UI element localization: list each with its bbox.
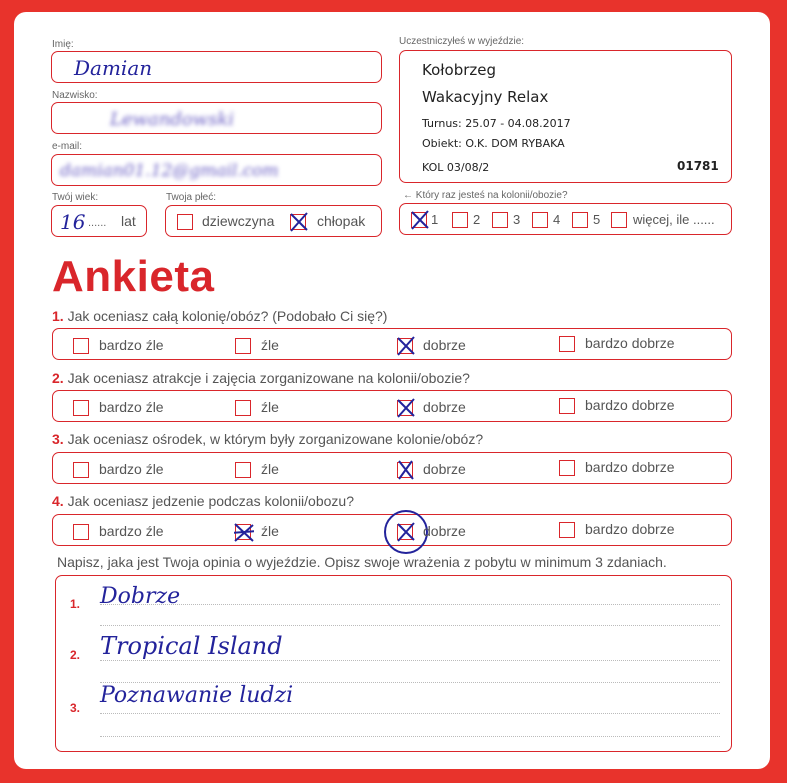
visits-3-checkbox[interactable] — [492, 212, 508, 228]
visits-1-checkbox[interactable] — [411, 212, 427, 228]
opinion-answer-2: Tropical Island — [100, 632, 283, 660]
crossed-out-icon — [234, 522, 254, 542]
visits-2-label: 2 — [473, 212, 481, 227]
question-2 — [52, 370, 470, 386]
q2-bardzo-zle-checkbox[interactable] — [73, 400, 89, 416]
q3-bardzo-dobrze-checkbox[interactable] — [559, 460, 575, 476]
check-x-icon — [289, 212, 309, 232]
q4-bardzo-zle-checkbox[interactable] — [73, 524, 89, 540]
trip-city: Kołobrzeg — [422, 61, 497, 79]
question-4 — [52, 493, 354, 509]
visits-more-label: więcej, ile ...... — [633, 212, 715, 227]
writing-line — [100, 625, 720, 626]
opinion-number-1: 1. — [70, 597, 81, 611]
gender-female-checkbox[interactable] — [177, 214, 193, 230]
q3-dobrze-checkbox[interactable] — [397, 462, 413, 478]
opinion-prompt: Napisz, jaka jest Twoja opinia o wyjeździe. Opisz swoje wrażenia z pobytu w minimum 3 zdaniach. — [57, 554, 667, 570]
question-2-text: Jak oceniasz atrakcje i zajęcia zorganizowane na kolonii/obozie? — [67, 370, 470, 386]
check-x-icon — [396, 522, 416, 542]
opinion-answer-3: Poznawanie ludzi — [100, 683, 294, 708]
q4-dobrze-label: dobrze — [423, 523, 466, 539]
email-label: e-mail: — [52, 141, 83, 152]
trip-obiekt: Obiekt: O.K. DOM RYBAKA — [422, 137, 565, 150]
visits-5-checkbox[interactable] — [572, 212, 588, 228]
question-1 — [52, 308, 387, 324]
age-dots: ...... — [88, 217, 107, 229]
question-2-options — [52, 390, 732, 422]
visits-label: ← Który raz jesteś na kolonii/obozie? — [403, 190, 568, 201]
trip-number: 01781 — [677, 159, 719, 173]
check-x-icon — [410, 210, 430, 230]
q3-zle-checkbox[interactable] — [235, 462, 251, 478]
q4-bardzo-dobrze-checkbox[interactable] — [559, 522, 575, 538]
age-label: Twój wiek: — [52, 192, 99, 203]
email-value: damian01.12@gmail.com — [60, 161, 279, 181]
check-x-icon — [396, 336, 416, 356]
trip-label: Uczestniczyłeś w wyjeździe: — [399, 36, 525, 47]
visits-more-checkbox[interactable] — [611, 212, 627, 228]
q1-bardzo-dobrze-label: bardzo dobrze — [585, 335, 675, 351]
q3-bardzo-zle-checkbox[interactable] — [73, 462, 89, 478]
q4-dobrze-checkbox[interactable] — [397, 524, 413, 540]
survey-title: Ankieta — [52, 252, 215, 301]
question-4-number: 4. — [52, 493, 64, 509]
gender-male-label: chłopak — [317, 213, 366, 229]
q1-bardzo-zle-label: bardzo źle — [99, 337, 164, 353]
visits-3-label: 3 — [513, 212, 521, 227]
question-1-text: Jak oceniasz całą kolonię/obóz? (Podobało Ci się?) — [67, 308, 388, 324]
email-field[interactable] — [51, 154, 382, 186]
q2-dobrze-label: dobrze — [423, 399, 466, 415]
age-field[interactable] — [51, 205, 147, 237]
q1-zle-checkbox[interactable] — [235, 338, 251, 354]
q2-bardzo-dobrze-label: bardzo dobrze — [585, 397, 675, 413]
visits-label-text: Który raz jesteś na kolonii/obozie? — [415, 190, 568, 201]
name-field[interactable] — [51, 51, 382, 83]
surname-label: Nazwisko: — [52, 90, 98, 101]
question-3 — [52, 431, 483, 447]
surname-value: Lewandowski — [110, 109, 235, 130]
writing-line — [100, 660, 720, 661]
gender-female-label: dziewczyna — [202, 213, 275, 229]
trip-info-box — [399, 50, 732, 183]
gender-male-checkbox[interactable] — [290, 214, 306, 230]
trip-code: KOL 03/08/2 — [422, 161, 490, 174]
q2-bardzo-zle-label: bardzo źle — [99, 399, 164, 415]
name-label: Imię: — [52, 39, 74, 50]
q3-bardzo-dobrze-label: bardzo dobrze — [585, 459, 675, 475]
q2-zle-checkbox[interactable] — [235, 400, 251, 416]
visits-2-checkbox[interactable] — [452, 212, 468, 228]
q3-zle-label: źle — [261, 461, 279, 477]
writing-line — [100, 713, 720, 714]
visits-field — [399, 203, 732, 235]
q4-bardzo-dobrze-label: bardzo dobrze — [585, 521, 675, 537]
trip-turnus: Turnus: 25.07 - 04.08.2017 — [422, 117, 571, 130]
q4-bardzo-zle-label: bardzo źle — [99, 523, 164, 539]
age-value: 16 — [60, 210, 86, 234]
question-3-options — [52, 452, 732, 484]
q1-zle-label: źle — [261, 337, 279, 353]
q1-dobrze-label: dobrze — [423, 337, 466, 353]
q1-bardzo-dobrze-checkbox[interactable] — [559, 336, 575, 352]
name-value: Damian — [74, 56, 153, 80]
trip-name: Wakacyjny Relax — [422, 88, 549, 106]
question-1-options — [52, 328, 732, 360]
q2-bardzo-dobrze-checkbox[interactable] — [559, 398, 575, 414]
question-3-number: 3. — [52, 431, 64, 447]
q1-dobrze-checkbox[interactable] — [397, 338, 413, 354]
visits-4-label: 4 — [553, 212, 561, 227]
opinion-answer-1: Dobrze — [100, 584, 181, 609]
q3-bardzo-zle-label: bardzo źle — [99, 461, 164, 477]
question-4-options — [52, 514, 732, 546]
surname-field[interactable] — [51, 102, 382, 134]
gender-field — [165, 205, 382, 237]
check-x-icon — [396, 398, 416, 418]
age-unit: lat — [121, 213, 136, 229]
visits-1-label: 1 — [431, 212, 439, 227]
q1-bardzo-zle-checkbox[interactable] — [73, 338, 89, 354]
q2-zle-label: źle — [261, 399, 279, 415]
writing-line — [100, 736, 720, 737]
writing-line — [100, 604, 720, 605]
q4-zle-label: źle — [261, 523, 279, 539]
opinion-number-3: 3. — [70, 701, 81, 715]
opinion-number-2: 2. — [70, 648, 81, 662]
q2-dobrze-checkbox[interactable] — [397, 400, 413, 416]
q3-dobrze-label: dobrze — [423, 461, 466, 477]
visits-4-checkbox[interactable] — [532, 212, 548, 228]
question-2-number: 2. — [52, 370, 64, 386]
q4-zle-checkbox[interactable] — [235, 524, 251, 540]
visits-5-label: 5 — [593, 212, 601, 227]
question-1-number: 1. — [52, 308, 64, 324]
gender-label: Twoja płeć: — [166, 192, 217, 203]
check-x-icon — [396, 460, 416, 480]
question-3-text: Jak oceniasz ośrodek, w którym były zorganizowane kolonie/obóz? — [67, 431, 484, 447]
question-4-text: Jak oceniasz jedzenie podczas kolonii/obozu? — [67, 493, 354, 509]
